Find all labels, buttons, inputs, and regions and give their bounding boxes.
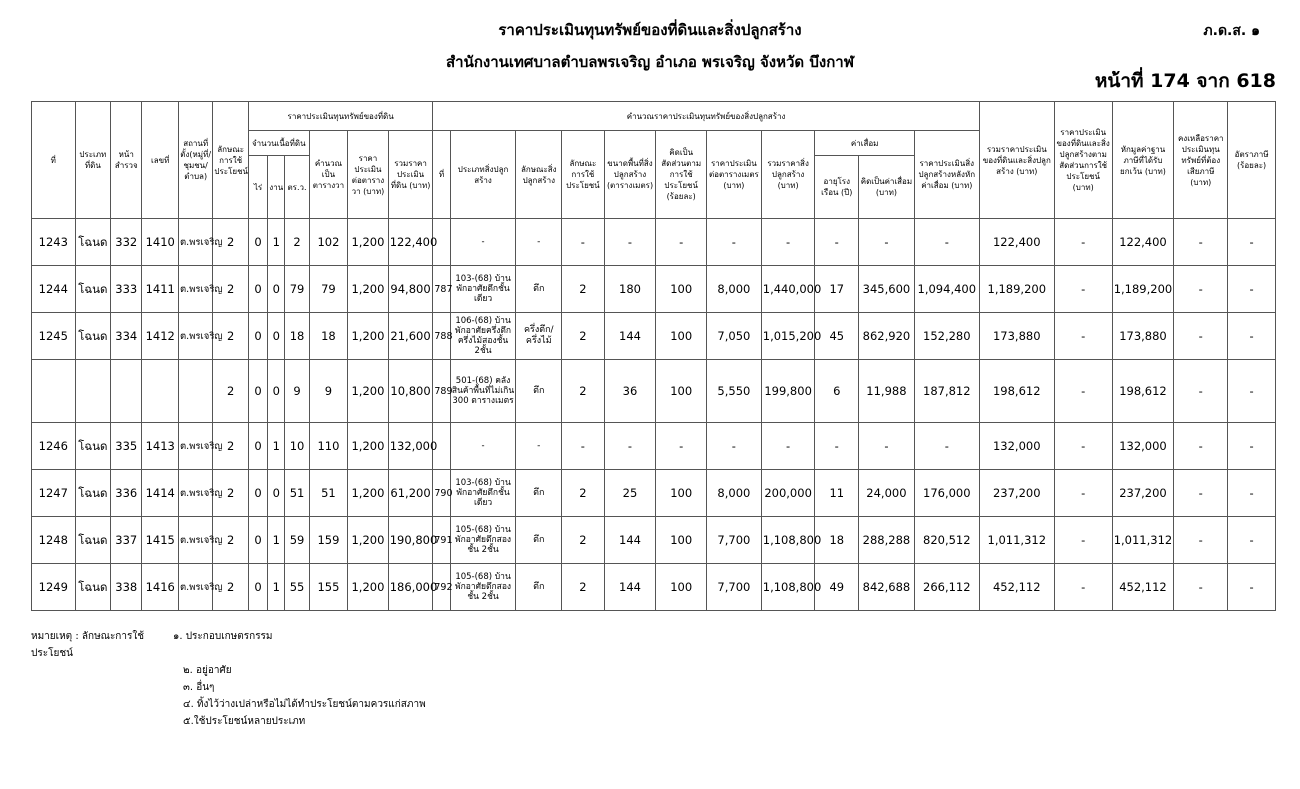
cell-grand-total: 122,400 <box>979 219 1054 266</box>
cell-sqwa-total: 51 <box>309 470 348 517</box>
cell-price-per-sqwa: 1,200 <box>348 423 389 470</box>
group-building-valuation: คำนวณราคาประเมินทุนทรัพย์ของสิ่งปลูกสร้าง <box>433 102 979 131</box>
col-tax-rate: อัตราภาษี (ร้อยละ) <box>1228 102 1276 219</box>
cell-wa: 79 <box>285 266 309 313</box>
cell-wa: 2 <box>285 219 309 266</box>
cell-building-age: - <box>815 219 859 266</box>
cell-building-kind: ตึก <box>516 470 562 517</box>
cell-building-usage: 2 <box>562 313 605 360</box>
cell-depreciation-value: 11,988 <box>859 360 915 423</box>
cell-building-kind: ตึก <box>516 360 562 423</box>
cell-survey-page: 333 <box>111 266 142 313</box>
cell-no: 1243 <box>32 219 76 266</box>
cell-grand-total: 198,612 <box>979 360 1054 423</box>
cell-usage: 2 <box>213 313 248 360</box>
cell-wa: 59 <box>285 517 309 564</box>
col-land-total: รวมราคาประเมินที่ดิน (บาท) <box>388 131 433 219</box>
cell-building-total: - <box>761 423 815 470</box>
cell-building-no: 788 <box>433 313 450 360</box>
col-after-depreciation: ราคาประเมินสิ่งปลูกสร้างหลังหักค่าเสื่อม (บาท) <box>914 131 979 219</box>
cell-survey-page: 334 <box>111 313 142 360</box>
cell-exemption: 237,200 <box>1112 470 1174 517</box>
cell-building-type: 103-(68) บ้านพักอาศัยตึกชั้นเดียว <box>450 266 516 313</box>
cell-building-type: 105-(68) บ้านพักอาศัยตึกสองชั้น 2ชั้น <box>450 517 516 564</box>
cell-building-area: - <box>604 423 656 470</box>
cell-no: 1244 <box>32 266 76 313</box>
cell-after-depreciation: - <box>914 219 979 266</box>
col-building-type: ประเภทสิ่งปลูกสร้าง <box>450 131 516 219</box>
cell-building-no: 789 <box>433 360 450 423</box>
col-proportional: ราคาประเมินของที่ดินและสิ่งปลูกสร้างตามสัดส่วนการใช้ประโยชน์ (บาท) <box>1054 102 1112 219</box>
cell-proportional: - <box>1054 313 1112 360</box>
cell-proportional: - <box>1054 360 1112 423</box>
cell-building-usage: 2 <box>562 517 605 564</box>
cell-building-usage: - <box>562 219 605 266</box>
cell-after-depreciation: 1,094,400 <box>914 266 979 313</box>
cell-location <box>178 360 212 423</box>
cell-building-area: 144 <box>604 517 656 564</box>
cell-building-no: 790 <box>433 470 450 517</box>
cell-land-total: 132,000 <box>388 423 433 470</box>
cell-building-area: - <box>604 219 656 266</box>
cell-land-total: 122,400 <box>388 219 433 266</box>
cell-building-ratio: 100 <box>656 313 707 360</box>
cell-building-kind: - <box>516 219 562 266</box>
cell-building-ratio: 100 <box>656 470 707 517</box>
cell-grand-total: 237,200 <box>979 470 1054 517</box>
col-building-price: ราคาประเมินต่อตารางเมตร (บาท) <box>707 131 762 219</box>
cell-building-ratio: 100 <box>656 564 707 611</box>
cell-sqwa-total: 9 <box>309 360 348 423</box>
col-building-total: รวมราคาสิ่งปลูกสร้าง (บาท) <box>761 131 815 219</box>
table-row <box>32 219 1276 266</box>
office-subtitle: สำนักงานเทศบาลตำบลพรเจริญ อำเภอ พรเจริญ จังหวัด บึงกาฬ <box>446 53 854 71</box>
cell-tax-rate: - <box>1228 564 1276 611</box>
cell-after-depreciation: 820,512 <box>914 517 979 564</box>
cell-building-price: - <box>707 423 762 470</box>
cell-depreciation-value: 345,600 <box>859 266 915 313</box>
table-row <box>32 423 1276 470</box>
cell-exemption: 132,000 <box>1112 423 1174 470</box>
cell-exemption: 452,112 <box>1112 564 1174 611</box>
note-item: ๒. อยู่อาศัย <box>183 665 232 676</box>
cell-land-total: 186,000 <box>388 564 433 611</box>
cell-depreciation-value: 842,688 <box>859 564 915 611</box>
cell-no: 1245 <box>32 313 76 360</box>
cell-parcel-no: 1410 <box>142 219 178 266</box>
cell-building-price: 7,700 <box>707 564 762 611</box>
col-usage: ลักษณะการใช้ประโยชน์ <box>213 102 248 219</box>
cell-location: ต.พรเจริญ <box>178 470 212 517</box>
cell-building-type: 501-(68) คลังสินค้าพื้นที่ไม่เกิน 300 ตารางเมตร <box>450 360 516 423</box>
col-price-per-sqwa: ราคาประเมินต่อตารางวา (บาท) <box>348 131 389 219</box>
note-item: ๑. ประกอบเกษตรกรรม <box>173 631 273 642</box>
cell-building-price: 5,550 <box>707 360 762 423</box>
cell-building-area: 36 <box>604 360 656 423</box>
cell-remaining: - <box>1174 517 1228 564</box>
cell-grand-total: 1,011,312 <box>979 517 1054 564</box>
cell-proportional: - <box>1054 470 1112 517</box>
cell-price-per-sqwa: 1,200 <box>348 313 389 360</box>
assessment-table <box>31 101 1276 611</box>
cell-parcel-no <box>142 360 178 423</box>
cell-building-price: 8,000 <box>707 266 762 313</box>
cell-building-area: 144 <box>604 313 656 360</box>
cell-remaining: - <box>1174 423 1228 470</box>
col-wa: ตร.ว. <box>285 156 309 219</box>
cell-rai: 0 <box>248 313 267 360</box>
note-item: ๔. ทิ้งไว้ว่างเปล่าหรือไม่ได้ทำประโยชน์ตามควรแก่สภาพ <box>183 699 426 710</box>
cell-rai: 0 <box>248 470 267 517</box>
cell-deed-type: โฉนด <box>75 564 110 611</box>
notes-label: หมายเหตุ : ลักษณะการใช้ประโยชน์ <box>31 631 145 659</box>
cell-building-type: 103-(68) บ้านพักอาศัยตึกชั้นเดียว <box>450 470 516 517</box>
cell-depreciation-value: - <box>859 219 915 266</box>
cell-building-kind: ตึก <box>516 564 562 611</box>
cell-building-no: 787 <box>433 266 450 313</box>
cell-building-usage: 2 <box>562 470 605 517</box>
group-land-area: จำนวนเนื้อที่ดิน <box>248 131 309 156</box>
cell-grand-total: 452,112 <box>979 564 1054 611</box>
cell-building-age: 18 <box>815 517 859 564</box>
cell-tax-rate: - <box>1228 517 1276 564</box>
cell-remaining: - <box>1174 564 1228 611</box>
cell-sqwa-total: 155 <box>309 564 348 611</box>
cell-location: ต.พรเจริญ <box>178 313 212 360</box>
group-land-valuation: ราคาประเมินทุนทรัพย์ของที่ดิน <box>248 102 433 131</box>
cell-no: 1249 <box>32 564 76 611</box>
cell-tax-rate: - <box>1228 313 1276 360</box>
cell-building-kind: - <box>516 423 562 470</box>
cell-exemption: 198,612 <box>1112 360 1174 423</box>
cell-wa: 18 <box>285 313 309 360</box>
cell-building-type: - <box>450 423 516 470</box>
cell-building-price: - <box>707 219 762 266</box>
cell-depreciation-value: 24,000 <box>859 470 915 517</box>
cell-ngan: 0 <box>268 313 285 360</box>
cell-building-ratio: 100 <box>656 517 707 564</box>
cell-building-age: 49 <box>815 564 859 611</box>
cell-price-per-sqwa: 1,200 <box>348 470 389 517</box>
cell-exemption: 1,189,200 <box>1112 266 1174 313</box>
cell-tax-rate: - <box>1228 470 1276 517</box>
col-building-area: ขนาดพื้นที่สิ่งปลูกสร้าง (ตารางเมตร) <box>604 131 656 219</box>
cell-sqwa-total: 110 <box>309 423 348 470</box>
cell-remaining: - <box>1174 470 1228 517</box>
cell-ngan: 1 <box>268 564 285 611</box>
cell-remaining: - <box>1174 313 1228 360</box>
cell-location: ต.พรเจริญ <box>178 266 212 313</box>
note-item: ๓. อื่นๆ <box>183 682 215 693</box>
col-building-no: ที่ <box>433 131 450 219</box>
cell-after-depreciation: - <box>914 423 979 470</box>
cell-deed-type: โฉนด <box>75 313 110 360</box>
cell-building-ratio: 100 <box>656 266 707 313</box>
cell-tax-rate: - <box>1228 423 1276 470</box>
cell-sqwa-total: 102 <box>309 219 348 266</box>
cell-proportional: - <box>1054 517 1112 564</box>
col-building-ratio: คิดเป็นสัดส่วนตามการใช้ประโยชน์ (ร้อยละ) <box>656 131 707 219</box>
notes-block <box>31 628 426 730</box>
col-sqwa-total: คำนวณเป็นตารางวา <box>309 131 348 219</box>
cell-proportional: - <box>1054 219 1112 266</box>
cell-building-area: 144 <box>604 564 656 611</box>
col-parcel-no: เลขที่ <box>142 102 178 219</box>
cell-after-depreciation: 152,280 <box>914 313 979 360</box>
cell-building-total: 1,440,000 <box>761 266 815 313</box>
table-row <box>32 470 1276 517</box>
cell-building-total: 1,108,800 <box>761 517 815 564</box>
cell-location: ต.พรเจริญ <box>178 564 212 611</box>
cell-ngan: 0 <box>268 360 285 423</box>
cell-grand-total: 1,189,200 <box>979 266 1054 313</box>
cell-land-total: 94,800 <box>388 266 433 313</box>
col-no: ที่ <box>32 102 76 219</box>
cell-location: ต.พรเจริญ <box>178 423 212 470</box>
cell-usage: 2 <box>213 423 248 470</box>
cell-depreciation-value: 288,288 <box>859 517 915 564</box>
cell-usage: 2 <box>213 266 248 313</box>
cell-survey-page: 337 <box>111 517 142 564</box>
cell-survey-page: 335 <box>111 423 142 470</box>
cell-wa: 10 <box>285 423 309 470</box>
cell-survey-page: 336 <box>111 470 142 517</box>
cell-usage: 2 <box>213 360 248 423</box>
col-remaining: คงเหลือราคาประเมินทุนทรัพย์ที่ต้องเสียภาษี (บาท) <box>1174 102 1228 219</box>
cell-deed-type <box>75 360 110 423</box>
cell-deed-type: โฉนด <box>75 470 110 517</box>
cell-tax-rate: - <box>1228 266 1276 313</box>
cell-building-total: 199,800 <box>761 360 815 423</box>
cell-parcel-no: 1412 <box>142 313 178 360</box>
cell-building-age: 17 <box>815 266 859 313</box>
col-ngan: งาน <box>268 156 285 219</box>
table-row <box>32 266 1276 313</box>
cell-tax-rate: - <box>1228 219 1276 266</box>
col-location: สถานที่ตั้ง(หมู่ที่/ชุมชน/ตำบล) <box>178 102 212 219</box>
cell-building-kind: ครึ่งตึก/ครึ่งไม้ <box>516 313 562 360</box>
form-code: ภ.ด.ส. ๑ <box>1203 23 1260 39</box>
cell-building-age: - <box>815 423 859 470</box>
cell-rai: 0 <box>248 360 267 423</box>
cell-ngan: 1 <box>268 517 285 564</box>
group-depreciation: ค่าเสื่อม <box>815 131 914 156</box>
cell-after-depreciation: 187,812 <box>914 360 979 423</box>
table-row <box>32 517 1276 564</box>
cell-wa: 51 <box>285 470 309 517</box>
cell-remaining: - <box>1174 219 1228 266</box>
cell-wa: 9 <box>285 360 309 423</box>
cell-wa: 55 <box>285 564 309 611</box>
cell-land-total: 21,600 <box>388 313 433 360</box>
cell-no <box>32 360 76 423</box>
cell-usage: 2 <box>213 219 248 266</box>
cell-price-per-sqwa: 1,200 <box>348 564 389 611</box>
cell-price-per-sqwa: 1,200 <box>348 219 389 266</box>
cell-parcel-no: 1416 <box>142 564 178 611</box>
cell-after-depreciation: 266,112 <box>914 564 979 611</box>
cell-no: 1247 <box>32 470 76 517</box>
cell-price-per-sqwa: 1,200 <box>348 517 389 564</box>
cell-usage: 2 <box>213 517 248 564</box>
cell-ngan: 1 <box>268 219 285 266</box>
cell-rai: 0 <box>248 517 267 564</box>
cell-building-area: 25 <box>604 470 656 517</box>
cell-building-usage: 2 <box>562 564 605 611</box>
cell-ngan: 0 <box>268 266 285 313</box>
cell-building-type: 106-(68) บ้านพักอาศัยครึ่งตึกครึ่งไม้สองชั้น 2ชั้น <box>450 313 516 360</box>
cell-sqwa-total: 79 <box>309 266 348 313</box>
col-exemption: หักมูลค่าฐานภาษีที่ได้รับยกเว้น (บาท) <box>1112 102 1174 219</box>
cell-proportional: - <box>1054 564 1112 611</box>
cell-building-type: 105-(68) บ้านพักอาศัยตึกสองชั้น 2ชั้น <box>450 564 516 611</box>
cell-exemption: 173,880 <box>1112 313 1174 360</box>
cell-land-total: 10,800 <box>388 360 433 423</box>
cell-grand-total: 173,880 <box>979 313 1054 360</box>
cell-rai: 0 <box>248 423 267 470</box>
cell-building-price: 8,000 <box>707 470 762 517</box>
cell-building-usage: 2 <box>562 266 605 313</box>
cell-exemption: 1,011,312 <box>1112 517 1174 564</box>
cell-remaining: - <box>1174 360 1228 423</box>
cell-building-price: 7,700 <box>707 517 762 564</box>
cell-tax-rate: - <box>1228 360 1276 423</box>
cell-location: ต.พรเจริญ <box>178 517 212 564</box>
cell-proportional: - <box>1054 266 1112 313</box>
cell-ngan: 1 <box>268 423 285 470</box>
page-counter: หน้าที่ 174 จาก 618 <box>1094 70 1276 92</box>
cell-building-type: - <box>450 219 516 266</box>
cell-no: 1248 <box>32 517 76 564</box>
cell-rai: 0 <box>248 564 267 611</box>
cell-rai: 0 <box>248 266 267 313</box>
cell-ngan: 0 <box>268 470 285 517</box>
cell-remaining: - <box>1174 266 1228 313</box>
col-survey-page: หน้าสำรวจ <box>111 102 142 219</box>
cell-parcel-no: 1414 <box>142 470 178 517</box>
cell-depreciation-value: 862,920 <box>859 313 915 360</box>
cell-survey-page: 332 <box>111 219 142 266</box>
cell-building-price: 7,050 <box>707 313 762 360</box>
note-item: ๕.ใช้ประโยชน์หลายประเภท <box>183 716 306 727</box>
col-rai: ไร่ <box>248 156 267 219</box>
cell-building-age: 6 <box>815 360 859 423</box>
cell-survey-page <box>111 360 142 423</box>
cell-sqwa-total: 18 <box>309 313 348 360</box>
table-body <box>32 219 1276 611</box>
cell-building-no: 792 <box>433 564 450 611</box>
cell-land-total: 190,800 <box>388 517 433 564</box>
cell-deed-type: โฉนด <box>75 266 110 313</box>
cell-parcel-no: 1411 <box>142 266 178 313</box>
col-building-usage: ลักษณะการใช้ประโยชน์ <box>562 131 605 219</box>
cell-deed-type: โฉนด <box>75 517 110 564</box>
table-row <box>32 564 1276 611</box>
cell-deed-type: โฉนด <box>75 219 110 266</box>
document-title: ราคาประเมินทุนทรัพย์ของที่ดินและสิ่งปลูกสร้าง <box>498 21 802 39</box>
cell-exemption: 122,400 <box>1112 219 1174 266</box>
cell-grand-total: 132,000 <box>979 423 1054 470</box>
cell-after-depreciation: 176,000 <box>914 470 979 517</box>
col-depreciation-value: คิดเป็นค่าเสื่อม (บาท) <box>859 156 915 219</box>
cell-sqwa-total: 159 <box>309 517 348 564</box>
cell-building-ratio: 100 <box>656 360 707 423</box>
cell-price-per-sqwa: 1,200 <box>348 266 389 313</box>
cell-building-ratio: - <box>656 219 707 266</box>
cell-price-per-sqwa: 1,200 <box>348 360 389 423</box>
table-row <box>32 313 1276 360</box>
cell-rai: 0 <box>248 219 267 266</box>
cell-building-usage: - <box>562 423 605 470</box>
col-grand-total: รวมราคาประเมินของที่ดินและสิ่งปลูกสร้าง (บาท) <box>979 102 1054 219</box>
cell-deed-type: โฉนด <box>75 423 110 470</box>
cell-parcel-no: 1415 <box>142 517 178 564</box>
cell-building-usage: 2 <box>562 360 605 423</box>
cell-building-age: 45 <box>815 313 859 360</box>
cell-building-no: 791 <box>433 517 450 564</box>
col-building-age: อายุโรงเรือน (ปี) <box>815 156 859 219</box>
cell-survey-page: 338 <box>111 564 142 611</box>
cell-building-total: 1,108,800 <box>761 564 815 611</box>
cell-depreciation-value: - <box>859 423 915 470</box>
cell-usage: 2 <box>213 470 248 517</box>
cell-building-age: 11 <box>815 470 859 517</box>
cell-building-kind: ตึก <box>516 517 562 564</box>
cell-parcel-no: 1413 <box>142 423 178 470</box>
cell-building-area: 180 <box>604 266 656 313</box>
cell-land-total: 61,200 <box>388 470 433 517</box>
cell-building-total: - <box>761 219 815 266</box>
cell-usage: 2 <box>213 564 248 611</box>
cell-building-kind: ตึก <box>516 266 562 313</box>
col-deed-type: ประเภทที่ดิน <box>75 102 110 219</box>
cell-proportional: - <box>1054 423 1112 470</box>
table-row <box>32 360 1276 423</box>
cell-building-total: 1,015,200 <box>761 313 815 360</box>
cell-building-total: 200,000 <box>761 470 815 517</box>
cell-no: 1246 <box>32 423 76 470</box>
col-building-kind: ลักษณะสิ่งปลูกสร้าง <box>516 131 562 219</box>
cell-location: ต.พรเจริญ <box>178 219 212 266</box>
cell-building-ratio: - <box>656 423 707 470</box>
